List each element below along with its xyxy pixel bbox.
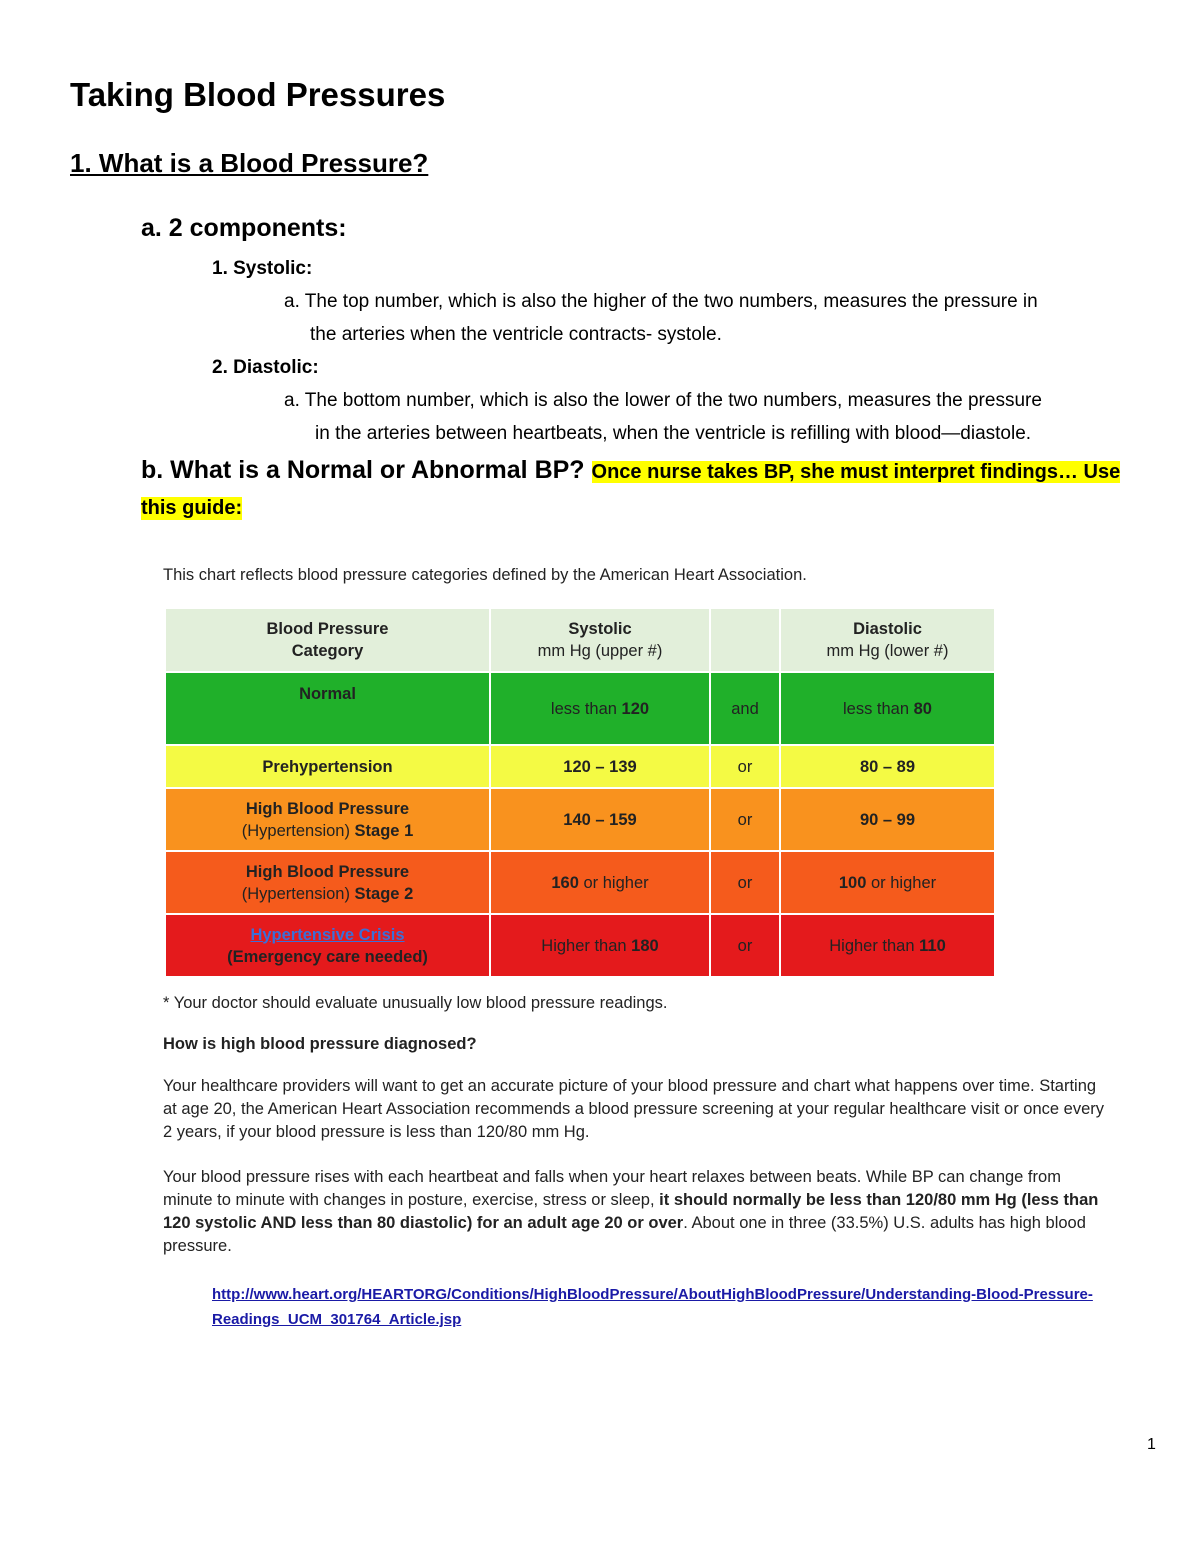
row-normal-diastolic <box>780 672 995 745</box>
row-crisis-systolic-pre: Higher than <box>541 936 632 955</box>
diastolic-def-line1: a. The bottom number, which is also the lower of the two numbers, measures the pressure <box>284 390 1042 411</box>
row-stage1-category-line2b: Stage 1 <box>354 821 414 840</box>
highlight-line2: this guide: <box>141 497 243 519</box>
bp-variation-text-b: . About one in three (33.5%) U.S. adults has high blood pressure. <box>163 1214 1086 1255</box>
diastolic-label: 2. Diastolic: <box>212 357 319 378</box>
row-stage1-category-line2a: (Hypertension) <box>241 821 355 840</box>
row-crisis-diastolic-pre: Higher than <box>829 936 920 955</box>
highlight-line1: Once nurse takes BP, she must interpret findings… Use <box>591 461 1121 483</box>
row-stage1-diastolic <box>780 788 995 851</box>
row-stage1-conj: or <box>710 788 780 851</box>
row-prehyp-category-text: Prehypertension <box>262 757 393 776</box>
row-stage1-category <box>165 788 490 851</box>
header-systolic-line2: mm Hg (upper #) <box>537 642 663 660</box>
row-crisis-diastolic <box>780 914 995 977</box>
row-crisis-diastolic-value: 110 <box>919 936 946 955</box>
row-normal-diastolic-pre: less than <box>843 699 914 718</box>
row-stage2-systolic-value: 160 <box>551 873 579 892</box>
chart-caption: This chart reflects blood pressure categories defined by the American Heart Association. <box>163 566 807 584</box>
row-stage2-conj: or <box>710 851 780 914</box>
section-heading-1: 1. What is a Blood Pressure? <box>70 148 429 178</box>
header-systolic <box>490 608 710 672</box>
row-stage1-systolic-value: 140 – 159 <box>563 810 637 829</box>
header-category-line2: Category <box>291 642 364 660</box>
subheading-b <box>141 456 1120 485</box>
hypertensive-crisis-link[interactable]: Hypertensive Crisis <box>250 925 405 944</box>
row-prehyp-diastolic-value: 80 – 89 <box>859 757 916 776</box>
header-category <box>165 608 490 672</box>
row-prehyp-systolic <box>490 745 710 788</box>
row-normal-diastolic-value: 80 <box>913 699 932 718</box>
table-row <box>165 745 995 788</box>
bp-category-table <box>164 607 996 978</box>
table-row <box>165 851 995 914</box>
systolic-def-line2: the arteries when the ventricle contracts- systole. <box>310 324 722 345</box>
header-diastolic-line1: Diastolic <box>853 620 922 638</box>
diastolic-def-line2: in the arteries between heartbeats, when the ventricle is refilling with blood—diastole. <box>315 423 1032 444</box>
table-header-row <box>165 608 995 672</box>
diagnosis-paragraph: Your healthcare providers will want to get an accurate picture of your blood pressure and chart what happens over time. Starting at age 20, the American Heart Association recommends a blood pressure screening at your regular healthcare visit or once every 2 years, if your blood pressure is less than 120/80 mm Hg. <box>163 1077 1104 1141</box>
low-bp-note: * Your doctor should evaluate unusually low blood pressure readings. <box>163 994 668 1012</box>
header-diastolic-line2: mm Hg (lower #) <box>826 642 949 660</box>
systolic-def-line1: a. The top number, which is also the higher of the two numbers, measures the pressure in <box>284 291 1038 312</box>
row-normal-category-text: Normal <box>299 685 356 703</box>
row-crisis-category-line2: (Emergency care needed) <box>227 947 428 966</box>
row-normal-category <box>165 672 490 745</box>
bp-variation-text-bold: it should normally be less than 120/80 mm Hg (less than 120 systolic AND less than 80 diastolic) for an adult age 20 or over <box>163 1191 1099 1232</box>
page-title: Taking Blood Pressures <box>70 76 446 113</box>
row-crisis-category <box>165 914 490 977</box>
header-diastolic <box>780 608 995 672</box>
subheading-b-text: b. What is a Normal or Abnormal BP? <box>141 456 585 484</box>
row-prehyp-conj: or <box>710 745 780 788</box>
row-stage2-diastolic-post: or higher <box>866 873 937 892</box>
row-prehyp-category <box>165 745 490 788</box>
row-stage2-diastolic-value: 100 <box>838 873 867 892</box>
page-number: 1 <box>1147 1436 1156 1453</box>
row-prehyp-systolic-value: 120 – 139 <box>563 757 637 776</box>
row-stage2-systolic-post: or higher <box>578 873 649 892</box>
row-stage2-category-line2a: (Hypertension) <box>241 884 355 903</box>
row-prehyp-diastolic <box>780 745 995 788</box>
row-normal-conj: and <box>710 672 780 745</box>
row-stage2-category-line2b: Stage 2 <box>354 884 414 903</box>
row-stage1-systolic <box>490 788 710 851</box>
row-stage2-category-line1: High Blood Pressure <box>245 862 410 881</box>
table-row <box>165 672 995 745</box>
table-row <box>165 914 995 977</box>
row-crisis-conj: or <box>710 914 780 977</box>
row-normal-systolic-value: 120 <box>621 699 650 718</box>
header-systolic-line1: Systolic <box>568 620 632 638</box>
row-normal-systolic <box>490 672 710 745</box>
bp-variation-paragraph <box>163 1166 1113 1258</box>
row-stage2-systolic <box>490 851 710 914</box>
row-crisis-systolic-value: 180 <box>631 936 659 955</box>
source-url-link[interactable]: http://www.heart.org/HEARTORG/Conditions/HighBloodPressure/AboutHighBloodPressure/Understanding-Blood-Pressure-Readings_UCM_301764_Article.jsp <box>212 1286 1093 1328</box>
diagnosis-question: How is high blood pressure diagnosed? <box>163 1035 477 1053</box>
header-category-line1: Blood Pressure <box>266 620 389 638</box>
row-stage2-category <box>165 851 490 914</box>
table-row <box>165 788 995 851</box>
systolic-label: 1. Systolic: <box>212 258 313 279</box>
header-conj <box>710 608 780 672</box>
row-stage1-category-line1: High Blood Pressure <box>245 799 410 818</box>
row-stage1-diastolic-value: 90 – 99 <box>859 810 916 829</box>
row-crisis-systolic <box>490 914 710 977</box>
bp-variation-text-a: Your blood pressure rises with each heartbeat and falls when your heart relaxes between beats. While BP can change from minute to minute with changes in posture, exercise, stress or sleep, <box>163 1168 1061 1209</box>
row-normal-systolic-pre: less than <box>550 699 622 718</box>
subheading-a: a. 2 components: <box>141 214 347 242</box>
row-stage2-diastolic <box>780 851 995 914</box>
